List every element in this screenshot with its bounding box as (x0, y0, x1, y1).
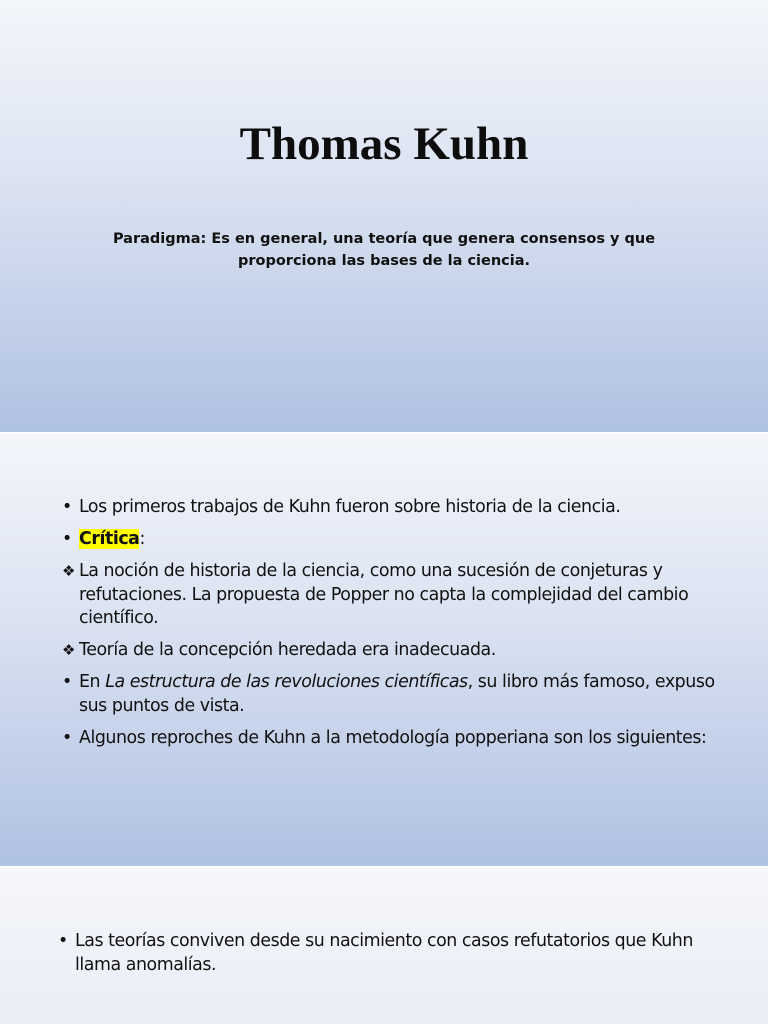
list-item-text: Los primeros trabajos de Kuhn fueron sobre historia de la ciencia. (79, 497, 621, 517)
list-item-text: En (79, 672, 106, 692)
list-item-text: La noción de historia de la ciencia, como una sucesión de conjeturas y refutaciones. La propuesta de Popper no capta la complejidad del cambio científico. (79, 561, 689, 628)
slide-1 (0, 0, 768, 432)
list-item (62, 496, 732, 520)
slide-subtitle: Paradigma: Es en general, una teoría que genera consensos y que proporciona las bases de la ciencia. (112, 231, 656, 269)
list-item (58, 930, 738, 977)
diamond-bullet-icon: ❖ (62, 641, 75, 659)
list-item (62, 560, 732, 631)
bullet-icon: • (58, 931, 68, 951)
bullet-icon: • (62, 672, 72, 692)
bullet-icon: • (62, 727, 72, 748)
list-item (62, 639, 732, 663)
slide-2 (0, 434, 768, 866)
slide-title: Thomas Kuhn (239, 118, 529, 170)
list-item-text: Algunos reproches de Kuhn a la metodología popperiana son los siguientes: (79, 727, 707, 748)
list-item-text: Teoría de la concepción heredada era inadecuada. (79, 640, 496, 660)
list-item (62, 671, 732, 718)
list-item (62, 727, 732, 751)
list-item (62, 528, 732, 552)
highlighted-term: Crítica (79, 529, 140, 549)
diamond-bullet-icon: ❖ (62, 562, 75, 580)
list-item-text: , su libro más famoso, expuso sus puntos de vista. (79, 672, 715, 716)
bullet-icon: • (62, 497, 72, 517)
bullet-list (58, 930, 738, 986)
slide-3 (0, 868, 768, 1024)
bullet-list (62, 496, 732, 759)
bullet-icon: • (62, 529, 72, 549)
list-item-text: : (139, 529, 145, 549)
list-item-text: Las teorías conviven desde su nacimiento con casos refutatorios que Kuhn llama anomalías. (75, 931, 693, 975)
book-title: La estructura de las revoluciones científicas (105, 672, 468, 692)
